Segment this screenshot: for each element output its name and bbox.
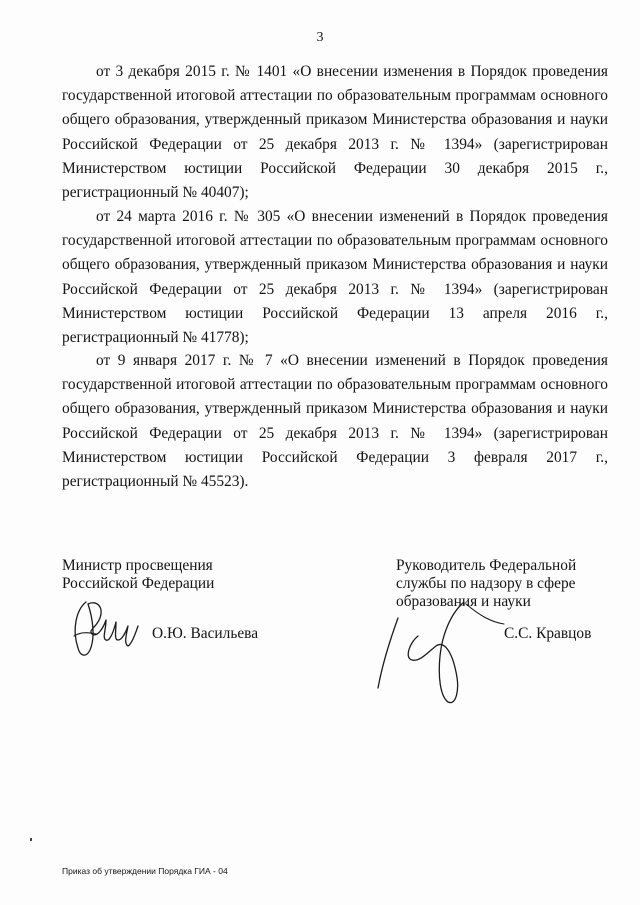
paragraph-2 <box>62 205 608 350</box>
paragraph-line: Российской Федерации от 25 декабря 2013 г. № 1394» (зарегистрирован <box>62 280 608 298</box>
paragraph-line: Российской Федерации от 25 декабря 2013 г. № 1394» (зарегистрирован <box>62 424 608 442</box>
paragraph-line: Министерством юстиции Российской Федерации 30 декабря 2015 г., <box>62 159 608 177</box>
footer-note: Приказ об утверждении Порядка ГИА - 04 <box>62 866 228 876</box>
paragraph-3 <box>62 349 608 494</box>
paragraph-line: от 3 декабря 2015 г. № 1401 «О внесении изменения в Порядок проведения <box>96 63 608 80</box>
paragraph-1 <box>62 60 608 205</box>
page-number: 3 <box>316 30 324 45</box>
paragraph-line: регистрационный № 40407); <box>62 183 249 201</box>
paragraph-line: Министерством юстиции Российской Федерации 3 февраля 2017 г., <box>62 448 608 466</box>
paragraph-line: государственной итоговой аттестации по образовательным программам основного <box>62 232 608 250</box>
paragraph-line: общего образования, утвержденный приказом Министерства образования и науки <box>62 111 608 129</box>
right-signatory-title-line2: службы по надзору в сфере <box>396 575 576 592</box>
left-handwritten-signature <box>66 596 146 662</box>
right-handwritten-signature <box>370 590 510 710</box>
paragraph-line: Министерством юстиции Российской Федерации 13 апреля 2016 г., <box>62 304 608 322</box>
left-signatory-name: О.Ю. Васильева <box>152 625 259 642</box>
right-signatory-title-line1: Руководитель Федеральной <box>396 557 577 574</box>
paragraph-line: государственной итоговой аттестации по образовательным программам основного <box>62 87 608 105</box>
paragraph-line: от 24 марта 2016 г. № 305 «О внесении изменений в Порядок проведения <box>96 208 608 225</box>
paragraph-line: общего образования, утвержденный приказом Министерства образования и науки <box>62 256 608 274</box>
paragraph-line: государственной итоговой аттестации по образовательным программам основного <box>62 376 608 394</box>
left-signatory-title-line2: Российской Федерации <box>62 575 215 592</box>
paragraph-line: общего образования, утвержденный приказом Министерства образования и науки <box>62 400 608 418</box>
paragraph-line: регистрационный № 45523). <box>62 472 249 490</box>
left-signatory-title-line1: Министр просвещения <box>62 557 213 574</box>
right-signatory-title-line3: образования и науки <box>396 593 531 610</box>
paragraph-line: от 9 января 2017 г. № 7 «О внесении изменений в Порядок проведения <box>96 352 608 369</box>
right-signatory-name: С.С. Кравцов <box>504 625 592 642</box>
paragraph-line: Российской Федерации от 25 декабря 2013 г. № 1394» (зарегистрирован <box>62 135 608 153</box>
paragraph-line: регистрационный № 41778); <box>62 328 249 346</box>
margin-mark <box>30 838 32 841</box>
